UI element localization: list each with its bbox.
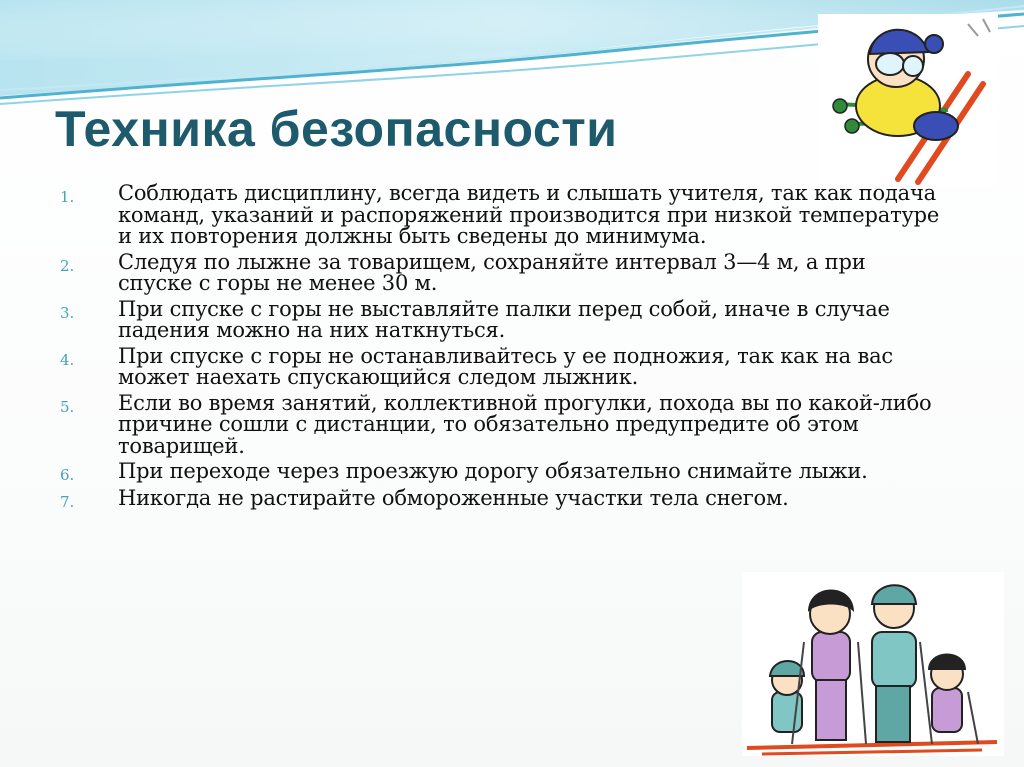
list-item-text: Никогда не растирайте обмороженные участки тела снегом.: [118, 486, 789, 510]
list-item: [60, 183, 940, 248]
list-item-number: 7.: [60, 493, 75, 511]
list-item: [60, 296, 940, 342]
list-item-text: Если во время занятий, коллективной прогулки, похода вы по какой-либо причине сошли с дистанции, то обязательно предупредите об этом товарищей.: [118, 390, 932, 458]
family-skiing-illustration: [742, 572, 1004, 756]
list-item: [60, 390, 940, 458]
list-item-number: 6.: [60, 466, 75, 484]
list-item-number: 5.: [60, 397, 75, 416]
list-item: [60, 461, 940, 484]
list-item-number: 3.: [60, 303, 75, 322]
list-item: [60, 343, 940, 389]
list-item-number: 2.: [60, 256, 75, 275]
list-item-number: 1.: [60, 188, 75, 206]
slide-title: Техника безопасности: [55, 101, 618, 157]
list-item-text: При спуске с горы не останавливайтесь у ее подножия, так как на вас может наехать спускающийся следом лыжник.: [118, 343, 893, 389]
list-item-text: Соблюдать дисциплину, всегда видеть и слышать учителя, так как подача команд, указаний и распоряжений производится при низкой температуре и их повторения должны быть сведены до минимума.: [118, 181, 940, 248]
safety-rules-list: [60, 183, 940, 515]
list-item-text: Следуя по лыжне за товарищем, сохраняйте интервал 3—4 м, а при спуске с горы не менее 30 м.: [118, 249, 866, 295]
list-item: [60, 488, 940, 511]
list-item-text: При спуске с горы не выставляйте палки перед собой, иначе в случае падения можно на них наткнуться.: [118, 296, 890, 342]
list-item-number: 4.: [60, 350, 75, 369]
skier-illustration: [818, 14, 998, 186]
list-item-text: При переходе через проезжую дорогу обязательно снимайте лыжи.: [118, 459, 868, 483]
list-item: [60, 249, 940, 295]
